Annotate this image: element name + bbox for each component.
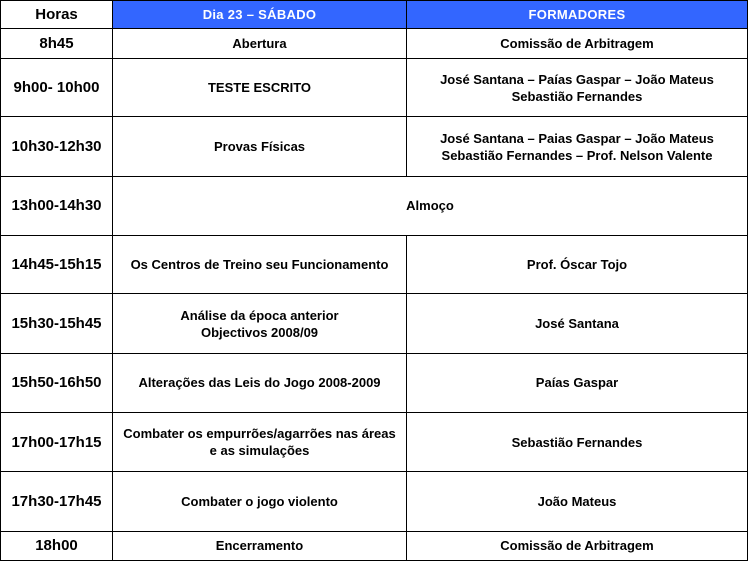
table-row (1, 353, 748, 412)
time-cell: 13h00-14h30 (1, 176, 113, 235)
table-row (1, 59, 748, 117)
trainers-cell: João Mateus (407, 472, 748, 531)
time-cell: 8h45 (1, 29, 113, 59)
trainers-line: Sebastião Fernandes (511, 88, 643, 104)
topic-line: Análise da época anterior (180, 307, 339, 323)
table-row (1, 294, 748, 353)
header-trainers: FORMADORES (407, 1, 748, 29)
table-row (1, 531, 748, 560)
topic-cell: Alterações das Leis do Jogo 2008-2009 (113, 353, 407, 412)
header-time: Horas (1, 1, 113, 29)
topic-cell (113, 294, 407, 353)
trainers-cell: Sebastião Fernandes (407, 413, 748, 472)
topic-cell: TESTE ESCRITO (113, 59, 407, 117)
time-cell: 17h30-17h45 (1, 472, 113, 531)
time-cell: 10h30-12h30 (1, 117, 113, 176)
trainers-line: Sebastião Fernandes – Prof. Nelson Valente (441, 147, 713, 163)
trainers-cell: José Santana (407, 294, 748, 353)
table-row (1, 413, 748, 472)
topic-cell: Provas Físicas (113, 117, 407, 176)
header-row (1, 1, 748, 29)
time-cell: 17h00-17h15 (1, 413, 113, 472)
trainers-cell (407, 117, 748, 176)
time-cell: 15h30-15h45 (1, 294, 113, 353)
time-cell: 18h00 (1, 531, 113, 560)
time-cell: 14h45-15h15 (1, 236, 113, 294)
time-cell: 9h00- 10h00 (1, 59, 113, 117)
trainers-cell: Paías Gaspar (407, 353, 748, 412)
topic-cell: Os Centros de Treino seu Funcionamento (113, 236, 407, 294)
lunch-cell: Almoço (113, 176, 748, 235)
topic-cell: Abertura (113, 29, 407, 59)
trainers-cell (407, 59, 748, 117)
trainers-cell: Comissão de Arbitragem (407, 531, 748, 560)
table-row (1, 117, 748, 176)
topic-line: e as simulações (209, 443, 310, 459)
table-row (1, 29, 748, 59)
topic-cell: Combater o jogo violento (113, 472, 407, 531)
table-row (1, 176, 748, 235)
table-row (1, 236, 748, 294)
topic-line: Combater os empurrões/agarrões nas áreas (123, 426, 396, 442)
trainers-cell: Comissão de Arbitragem (407, 29, 748, 59)
topic-line: Objectivos 2008/09 (200, 324, 319, 340)
table-row (1, 472, 748, 531)
trainers-line: José Santana – Paías Gaspar – João Mateus (440, 71, 714, 87)
topic-cell: Encerramento (113, 531, 407, 560)
trainers-cell: Prof. Óscar Tojo (407, 236, 748, 294)
topic-cell (113, 413, 407, 472)
header-day: Dia 23 – SÁBADO (113, 1, 407, 29)
time-cell: 15h50-16h50 (1, 353, 113, 412)
trainers-line: José Santana – Paias Gaspar – João Mateus (440, 130, 714, 146)
